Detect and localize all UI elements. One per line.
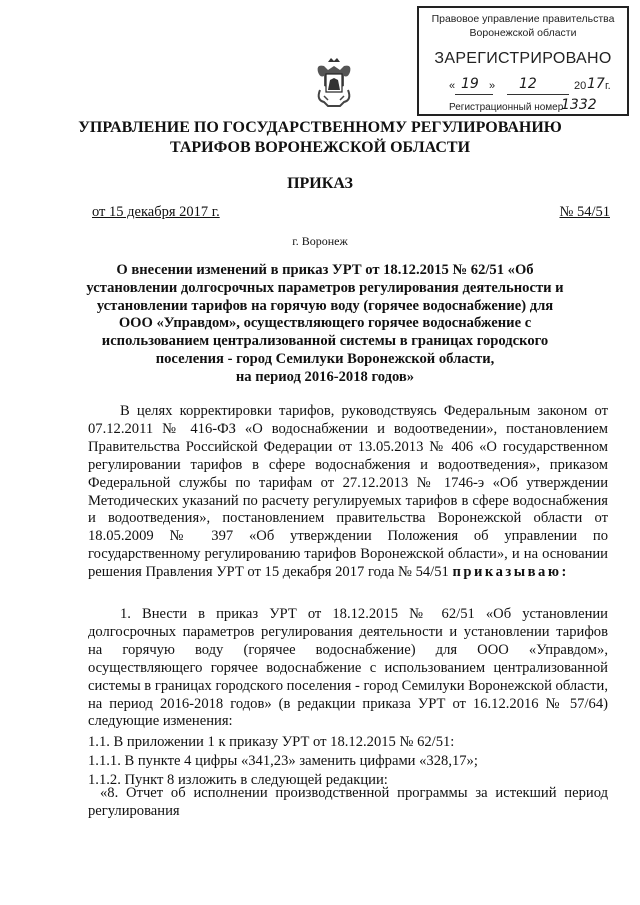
item-1-paragraph: 1. Внести в приказ УРТ от 18.12.2015 № 62/51 «Об установлении долгосрочных параметров регулирования деятельности и установлении тарифов на горячую воду (горячее водоснабжение) для ООО «Управдом», осуществляющего горячее водоснабжение с использованием централизованной системы в границах городского поселения - город Семилуки Воронежской области, на период 2016-2018 годов» (в редакции приказа УРТ от 16.12.2016 № 57/64) следующие изменения: (88, 606, 608, 730)
subject-line: на период 2016-2018 годов» (235, 368, 415, 385)
authority-header (60, 118, 580, 158)
subject-line: установлении тарифов на горячую воду (горячее водоснабжение) для (96, 297, 554, 314)
stamp-org-line2: Воронежской области (469, 27, 577, 39)
coat-of-arms-icon (314, 56, 354, 110)
item-1-1: 1.1. В приложении 1 к приказу УРТ от 18.12.2015 № 62/51: (88, 734, 455, 750)
stamp-org-line1: Правовое управление правительства (431, 13, 615, 25)
item-1-1-1: 1.1.1. В пункте 4 цифры «341,23» заменить цифрами «328,17»; (88, 753, 478, 769)
stamp-reg-label: Регистрационный номер (449, 102, 564, 113)
stamp-date: « 19 » 12 20 17 г. (449, 78, 624, 100)
stamp-year-suffix: г. (605, 80, 611, 92)
item-8-quote: «8. Отчет об исполнении производственной программы за истекший период регулирования (88, 785, 608, 819)
stamp-reg-number-row (449, 97, 629, 113)
subject-line: О внесении изменений в приказ УРТ от 18.12.2015 № 62/51 «Об (116, 262, 534, 278)
authority-line1: УПРАВЛЕНИЕ ПО ГОСУДАРСТВЕННОМУ РЕГУЛИРОВАНИЮ (78, 119, 562, 136)
stamp-day: 19 (461, 76, 479, 92)
stamp-reg-number: 1332 (561, 97, 597, 113)
order-number: № 54/51 (559, 204, 610, 220)
order-directive: приказываю: (452, 564, 569, 581)
stamp-month: 12 (519, 76, 537, 92)
authority-line2: ТАРИФОВ ВОРОНЕЖСКОЙ ОБЛАСТИ (169, 139, 471, 156)
order-title: ПРИКАЗ (287, 175, 353, 192)
subject-line: ООО «Управдом», осуществляющего горячее водоснабжение с (118, 315, 532, 332)
order-city: г. Воронеж (292, 234, 348, 248)
item-1-1-2: 1.1.2. Пункт 8 изложить в следующей редакции: (88, 772, 388, 788)
subject-line: поселения - город Семилуки Воронежской области, (155, 350, 495, 367)
subject-line: использованием централизованной системы в границах городского (101, 333, 549, 350)
stamp-year-hand: 17 (587, 76, 605, 92)
preamble-text: В целях корректировки тарифов, руководствуясь Федеральным законом от 07.12.2011 № 416-ФЗ «О водоснабжении и водоотведении», постановлением Правительства Российской Федерации от 13.05.2013 № 406 «О государственном регулировании тарифов в сфере водоснабжения и водоотведения», приказом Федеральной службы по тарифам от 27.12.2013 № 1746-э «Об утверждении Методических указаний по расчету регулируемых тарифов в сфере водоснабжения и водоотведения», постановлением правительства Воронежской области от 18.05.2009 № 397 «Об утверждении Положения об управлении по государственному регулированию тарифов Воронежской области», и на основании решения Правления УРТ от 15 декабря 2017 года № 54/51 (88, 403, 608, 581)
order-subject (80, 262, 570, 387)
registration-stamp (417, 6, 629, 116)
preamble-paragraph (88, 403, 608, 582)
subject-line: установлении долгосрочных параметров регулирования деятельности и (86, 279, 564, 296)
stamp-registered-label: ЗАРЕГИСТРИРОВАНО (434, 50, 612, 67)
order-date: от 15 декабря 2017 г. (92, 204, 220, 220)
stamp-year-prefix: 20 (574, 80, 587, 92)
stamp-organization (419, 12, 627, 40)
